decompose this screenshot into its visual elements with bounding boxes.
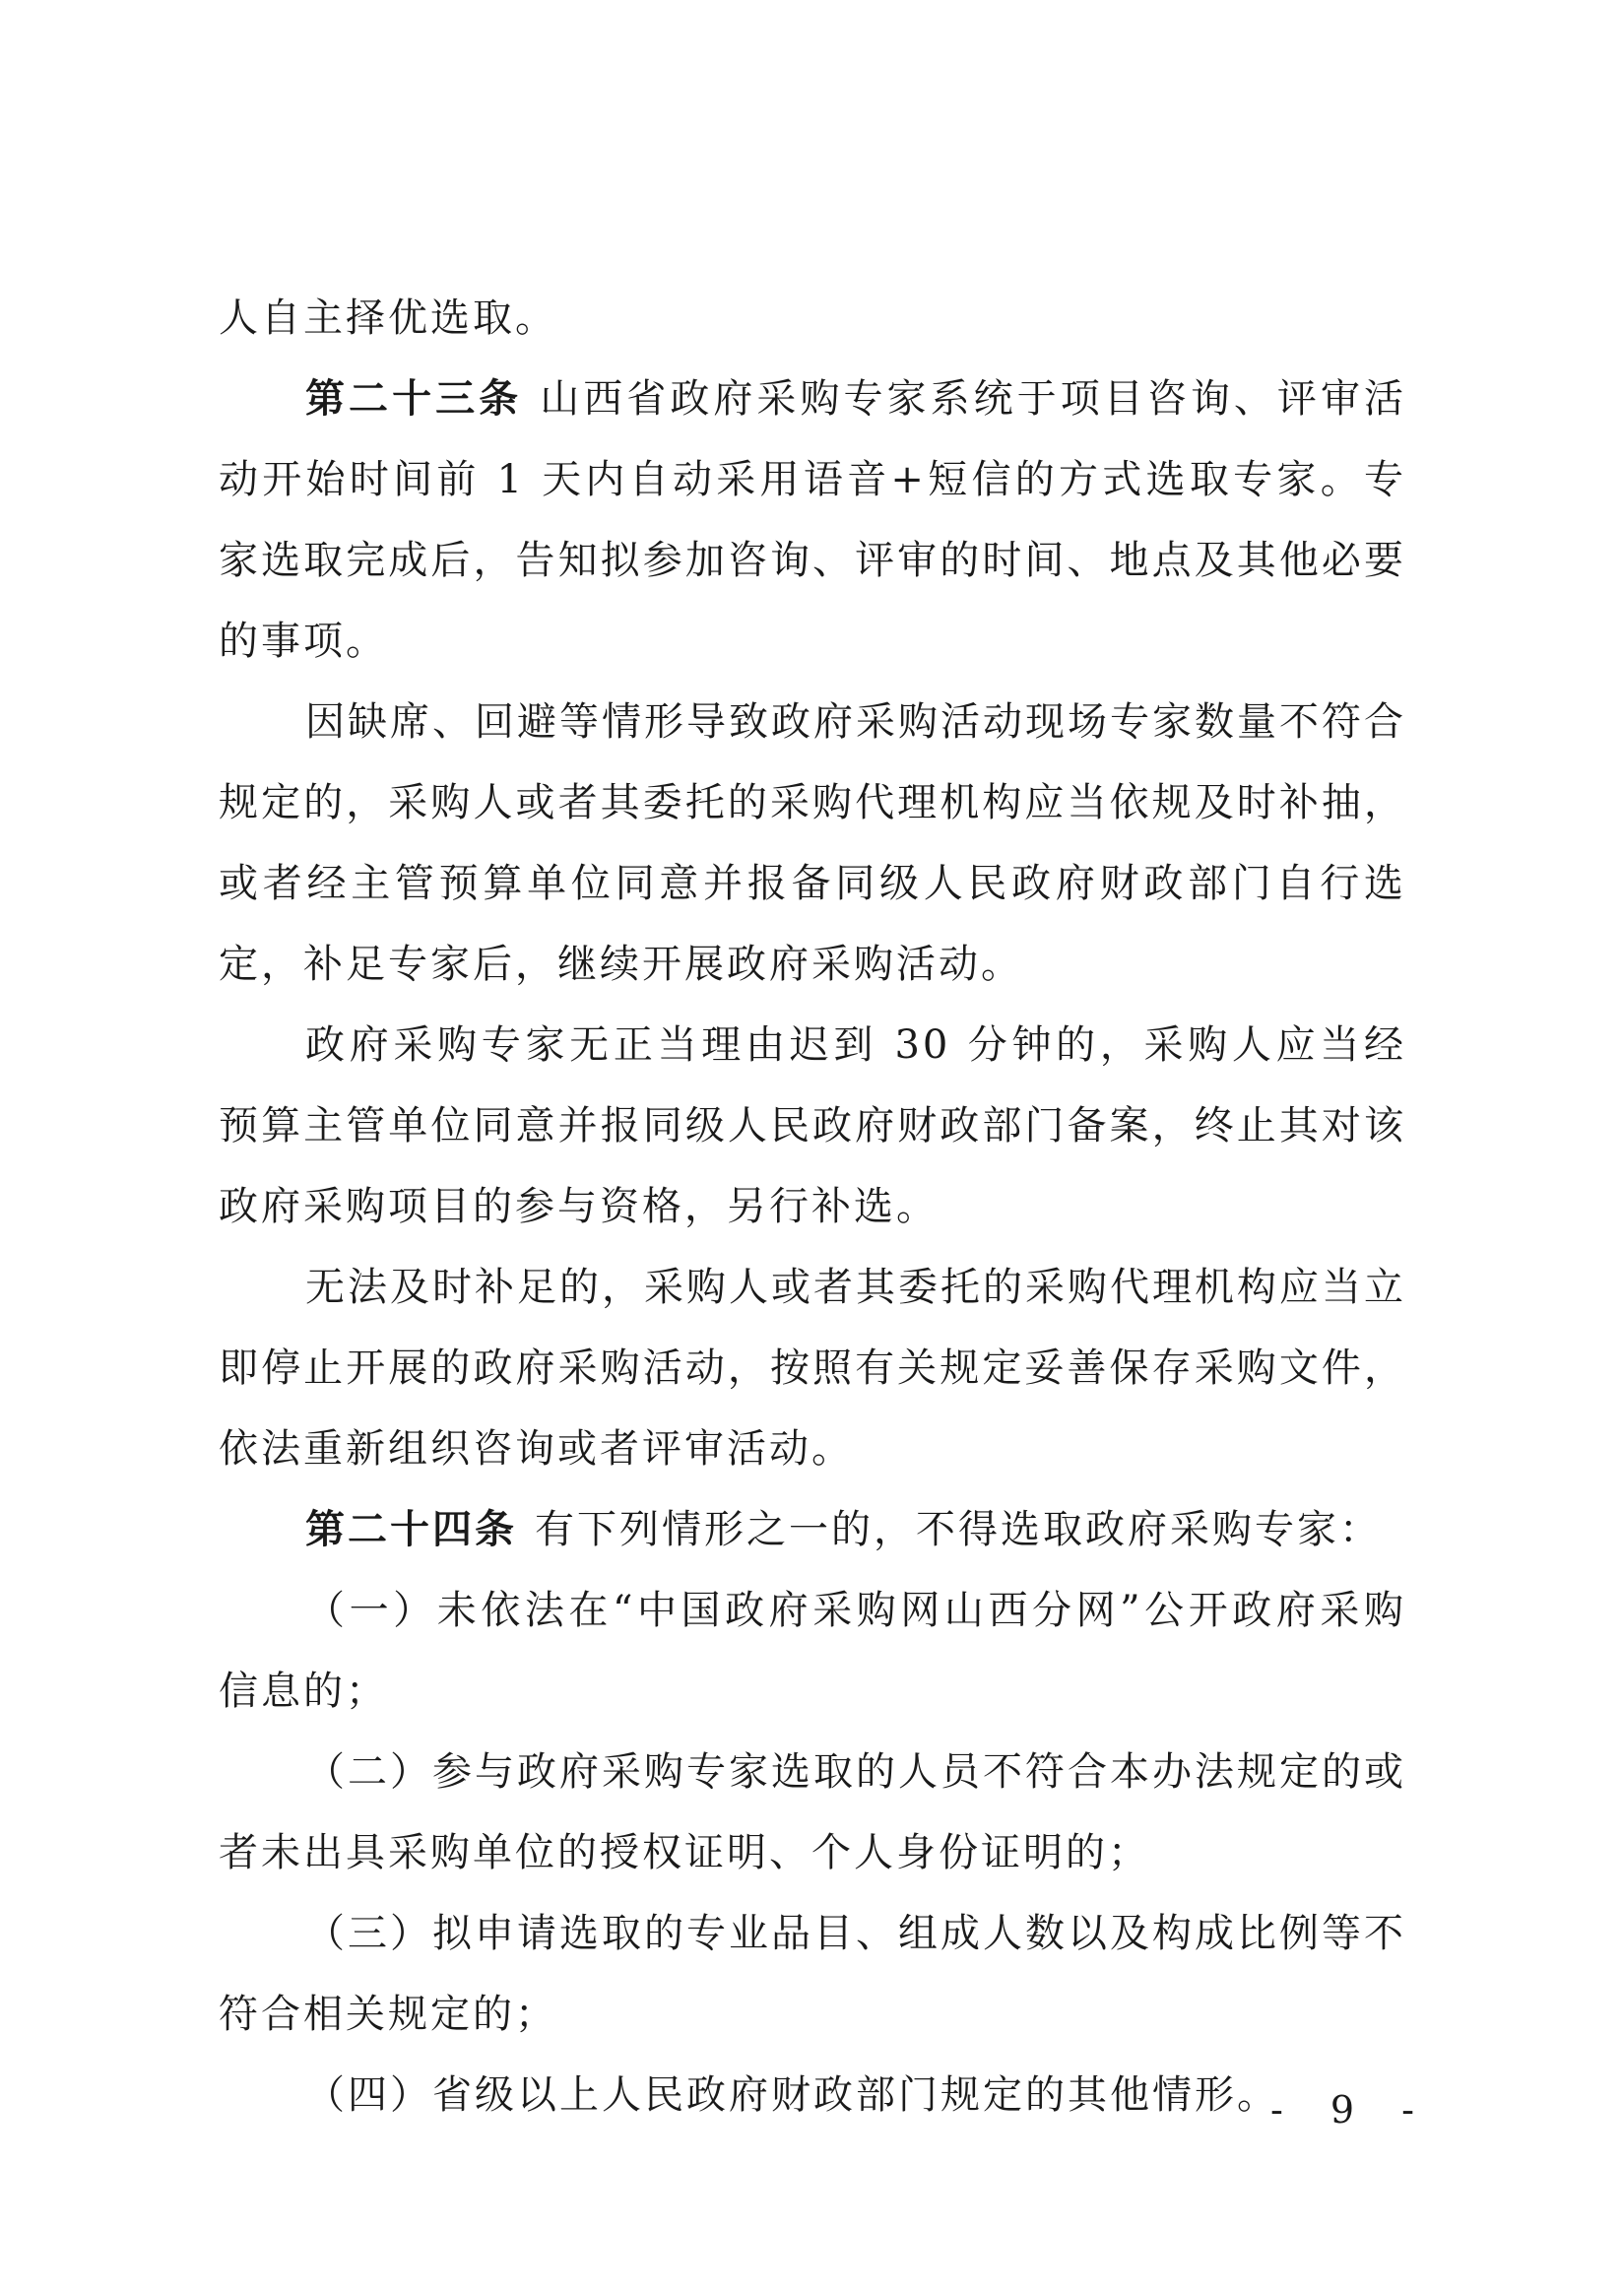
article-24-paragraph <box>219 1489 1406 1570</box>
paragraph-1 <box>219 278 1406 359</box>
document-body <box>219 278 1406 2135</box>
paragraph-text: 山西省政府采购专家系统于项目咨询、评审活动开始时间前 1 天内自动采用语音+短信的方式选取专家。专家选取完成后，告知拟参加咨询、评审的时间、地点及其他必要的事项。 <box>219 376 1407 664</box>
paragraph-text: 无法及时补足的，采购人或者其委托的采购代理机构应当立即停止开展的政府采购活动，按照有关规定妥善保存采购文件，依法重新组织咨询或者评审活动。 <box>219 1265 1406 1472</box>
list-item-4 <box>219 2055 1406 2135</box>
paragraph-text: （一）未依法在“中国政府采购网山西分网”公开政府采购信息的； <box>219 1588 1406 1714</box>
paragraph-4 <box>219 1005 1406 1247</box>
paragraph-text: 人自主择优选取。 <box>219 295 557 341</box>
list-item-1 <box>219 1570 1406 1732</box>
paragraph-text: 政府采购专家无正当理由迟到 30 分钟的，采购人应当经预算主管单位同意并报同级人民政府财政部门备案，终止其对该政府采购项目的参与资格，另行补选。 <box>219 1022 1406 1229</box>
article-title: 第二十四条 <box>305 1506 517 1552</box>
list-item-2 <box>219 1732 1406 1893</box>
paragraph-text: （四）省级以上人民政府财政部门规定的其他情形。 <box>305 2072 1279 2118</box>
paragraph-text: 有下列情形之一的，不得选取政府采购专家： <box>535 1507 1382 1552</box>
article-title: 第二十三条 <box>305 375 523 422</box>
paragraph-5 <box>219 1247 1406 1489</box>
paragraph-text: （三）拟申请选取的专业品目、组成人数以及构成比例等不符合相关规定的； <box>219 1911 1406 2037</box>
list-item-3 <box>219 1893 1406 2055</box>
paragraph-text: 因缺席、回避等情形导致政府采购活动现场专家数量不符合规定的，采购人或者其委托的采购代理机构应当依规及时补抽，或者经主管预算单位同意并报备同级人民政府财政部门自行选定，补足专家后，继续开展政府采购活动。 <box>219 699 1406 987</box>
paragraph-text: （二）参与政府采购专家选取的人员不符合本办法规定的或者未出具采购单位的授权证明、个人身份证明的； <box>219 1749 1406 1875</box>
page-number: - 9 - <box>1270 2088 1433 2132</box>
paragraph-3 <box>219 682 1406 1005</box>
article-23-paragraph <box>219 359 1406 682</box>
